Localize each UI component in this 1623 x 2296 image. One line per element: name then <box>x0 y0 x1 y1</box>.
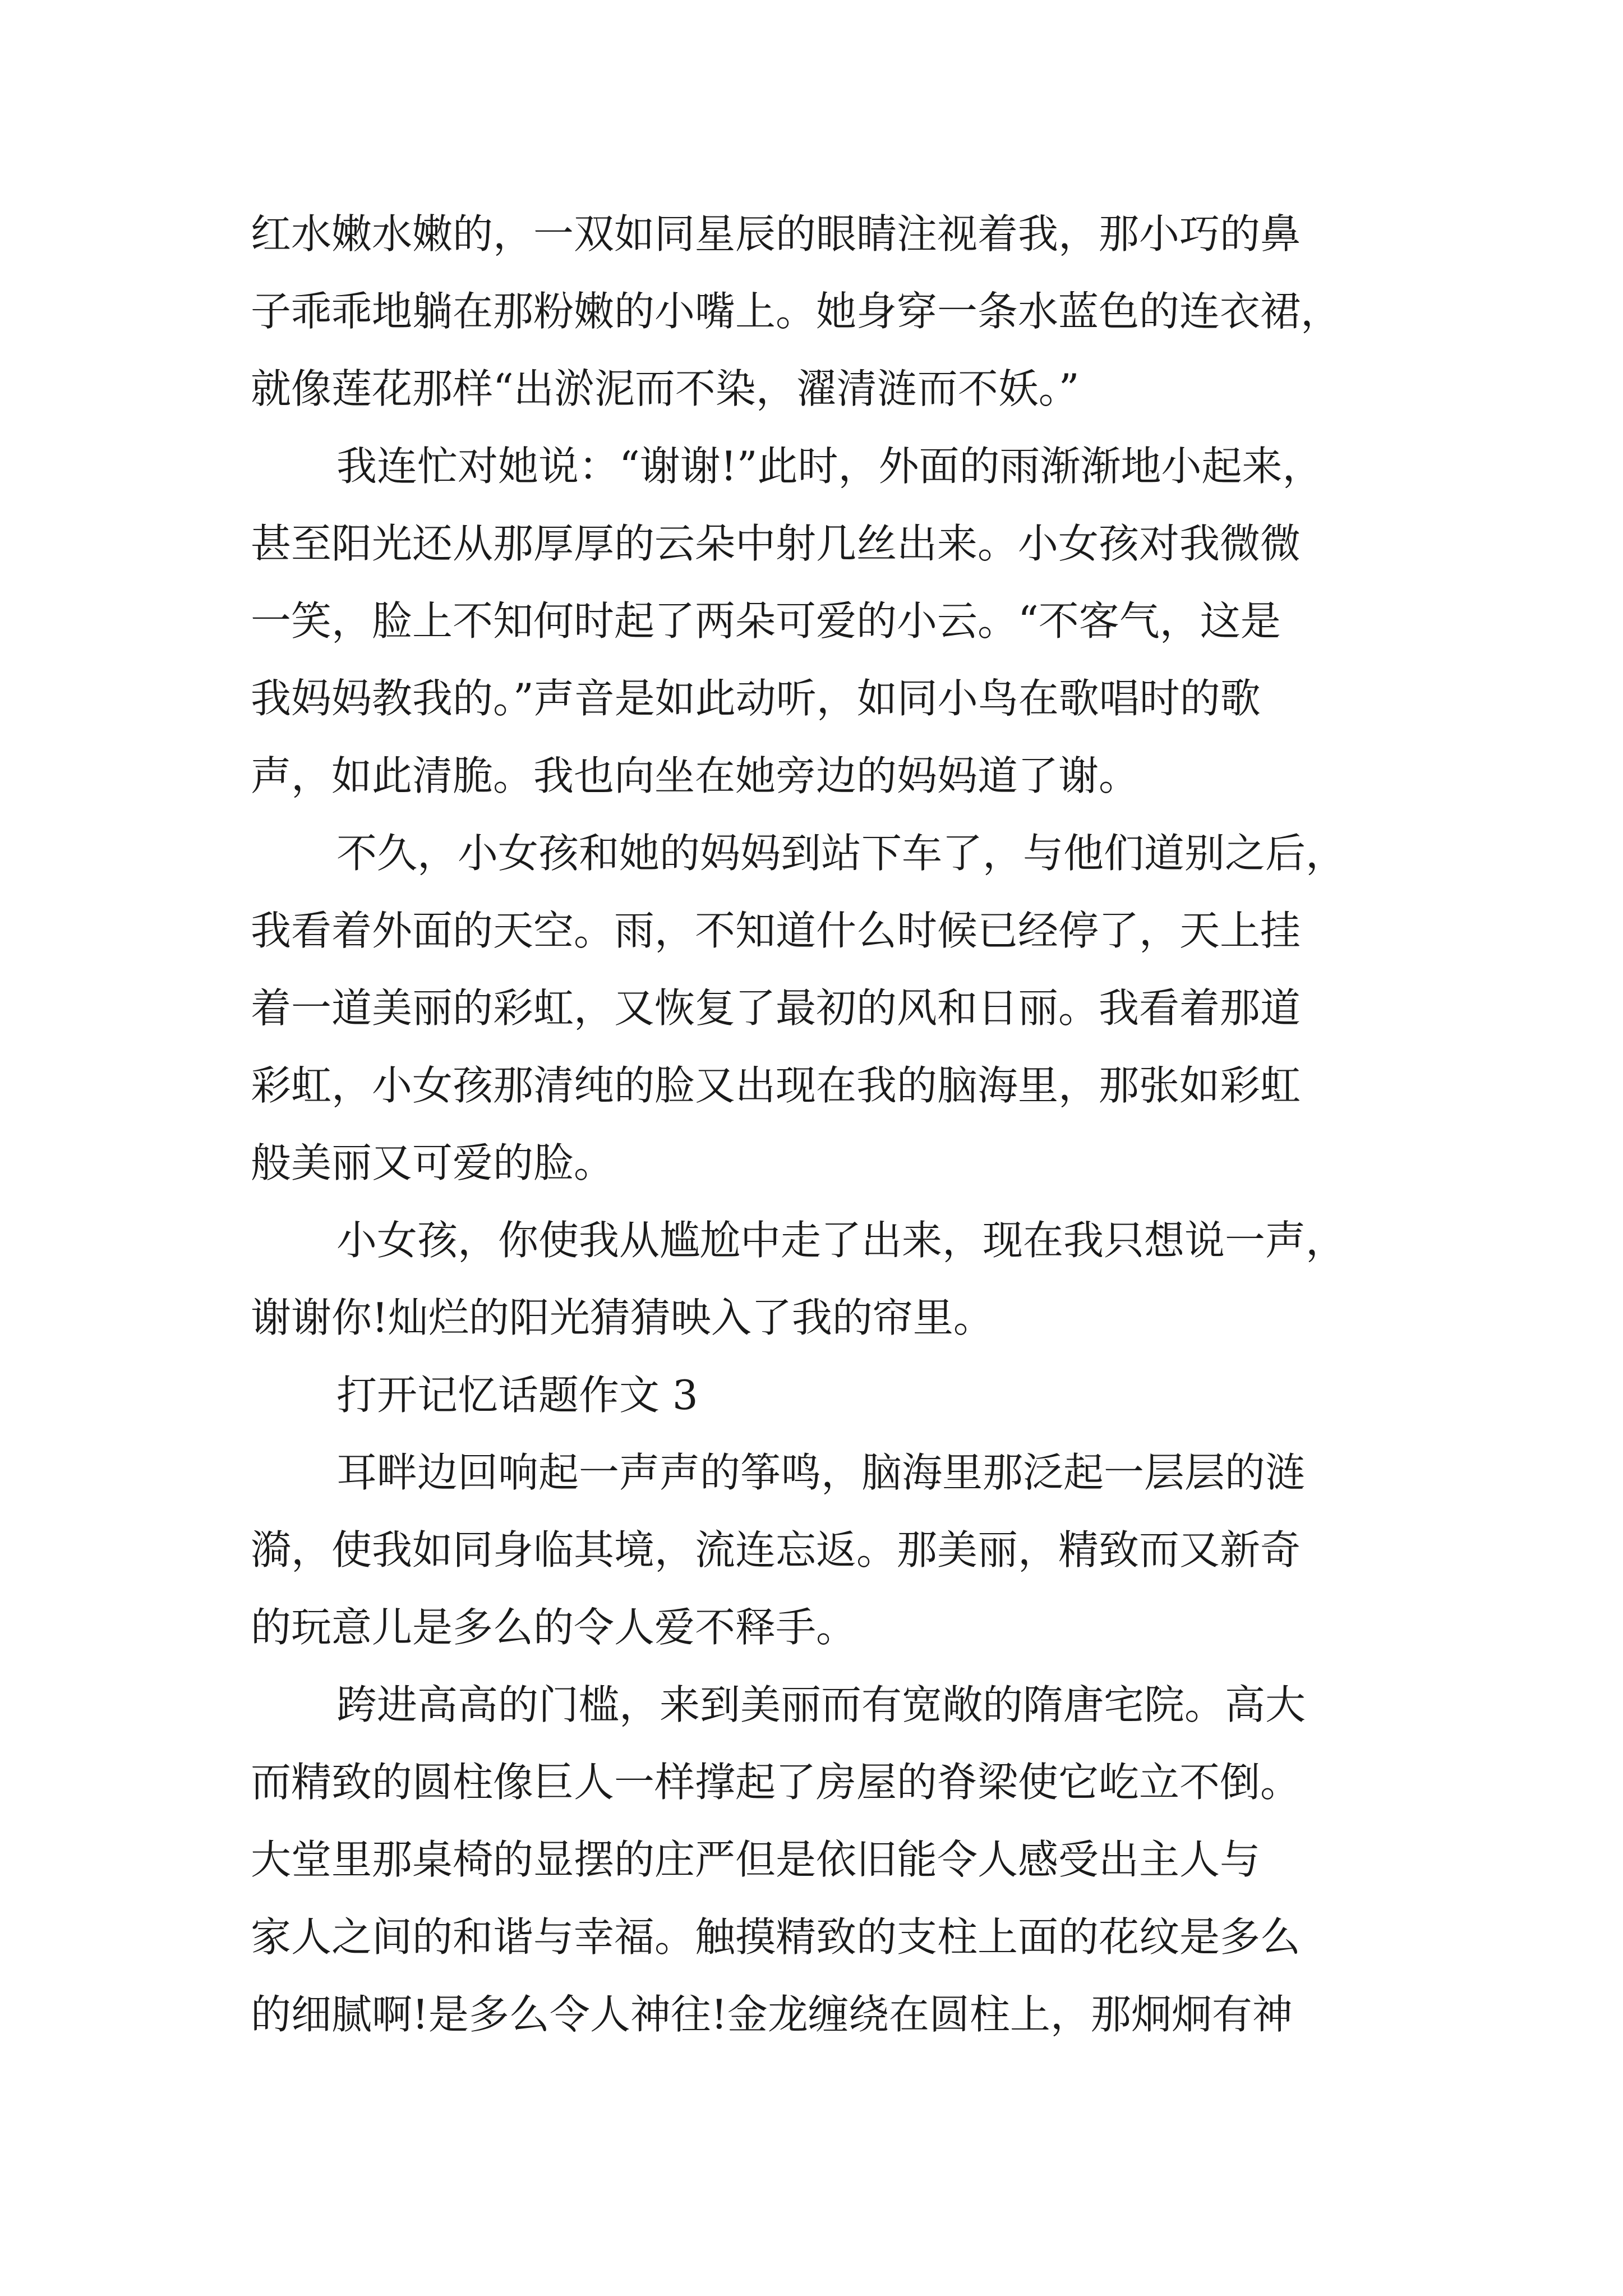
text-line: 谢谢你!灿烂的阳光猜猜映入了我的帘里。 <box>251 1294 994 1341</box>
text-line: 我妈妈教我的。”声音是如此动听，如同小鸟在歌唱时的歌 <box>251 675 1261 722</box>
text-line: 的玩意儿是多么的令人爱不释手。 <box>251 1604 857 1651</box>
text-line: 就像莲花那样“出淤泥而不染，濯清涟而不妖。” <box>251 365 1080 412</box>
paragraph-first-line: 不久，小女孩和她的妈妈到站下车了，与他们道别之后， <box>336 830 1347 877</box>
text-line: 子乖乖地躺在那粉嫩的小嘴上。她身穿一条水蓝色的连衣裙， <box>251 288 1341 335</box>
paragraph-first-line: 跨进高高的门槛，来到美丽而有宽敞的隋唐宅院。高大 <box>336 1681 1306 1728</box>
text-line: 彩虹，小女孩那清纯的脸又出现在我的脑海里，那张如彩虹 <box>251 1062 1301 1109</box>
text-line: 般美丽又可爱的脸。 <box>251 1139 615 1186</box>
text-line: 大堂里那桌椅的显摆的庄严但是依旧能令人感受出主人与 <box>251 1836 1261 1883</box>
paragraph-first-line: 小女孩，你使我从尴尬中走了出来，现在我只想说一声， <box>336 1217 1347 1264</box>
text-line: 家人之间的和谐与幸福。触摸精致的支柱上面的花纹是多么 <box>251 1913 1301 1961</box>
text-line: 着一道美丽的彩虹，又恢复了最初的风和日丽。我看着那道 <box>251 984 1301 1032</box>
paragraph-first-line: 我连忙对她说：“谢谢!”此时，外面的雨渐渐地小起来， <box>336 443 1323 490</box>
text-line: 声，如此清脆。我也向坐在她旁边的妈妈道了谢。 <box>251 752 1140 799</box>
text-line: 甚至阳光还从那厚厚的云朵中射几丝出来。小女孩对我微微 <box>251 520 1301 567</box>
text-line: 而精致的圆柱像巨人一样撑起了房屋的脊梁使它屹立不倒。 <box>251 1759 1301 1806</box>
paragraph-first-line: 耳畔边回响起一声声的筝鸣，脑海里那泛起一层层的涟 <box>336 1449 1306 1496</box>
section-heading: 打开记忆话题作文 3 <box>336 1372 698 1419</box>
text-line: 红水嫩水嫩的，一双如同星辰的眼睛注视着我，那小巧的鼻 <box>251 210 1301 257</box>
text-line: 漪，使我如同身临其境，流连忘返。那美丽，精致而又新奇 <box>251 1526 1301 1573</box>
text-line: 的细腻啊!是多么令人神往!金龙缠绕在圆柱上，那炯炯有神 <box>251 1991 1293 2038</box>
text-line: 我看着外面的天空。雨，不知道什么时候已经停了，天上挂 <box>251 907 1301 954</box>
text-line: 一笑，脸上不知何时起了两朵可爱的小云。“不客气，这是 <box>251 597 1281 645</box>
